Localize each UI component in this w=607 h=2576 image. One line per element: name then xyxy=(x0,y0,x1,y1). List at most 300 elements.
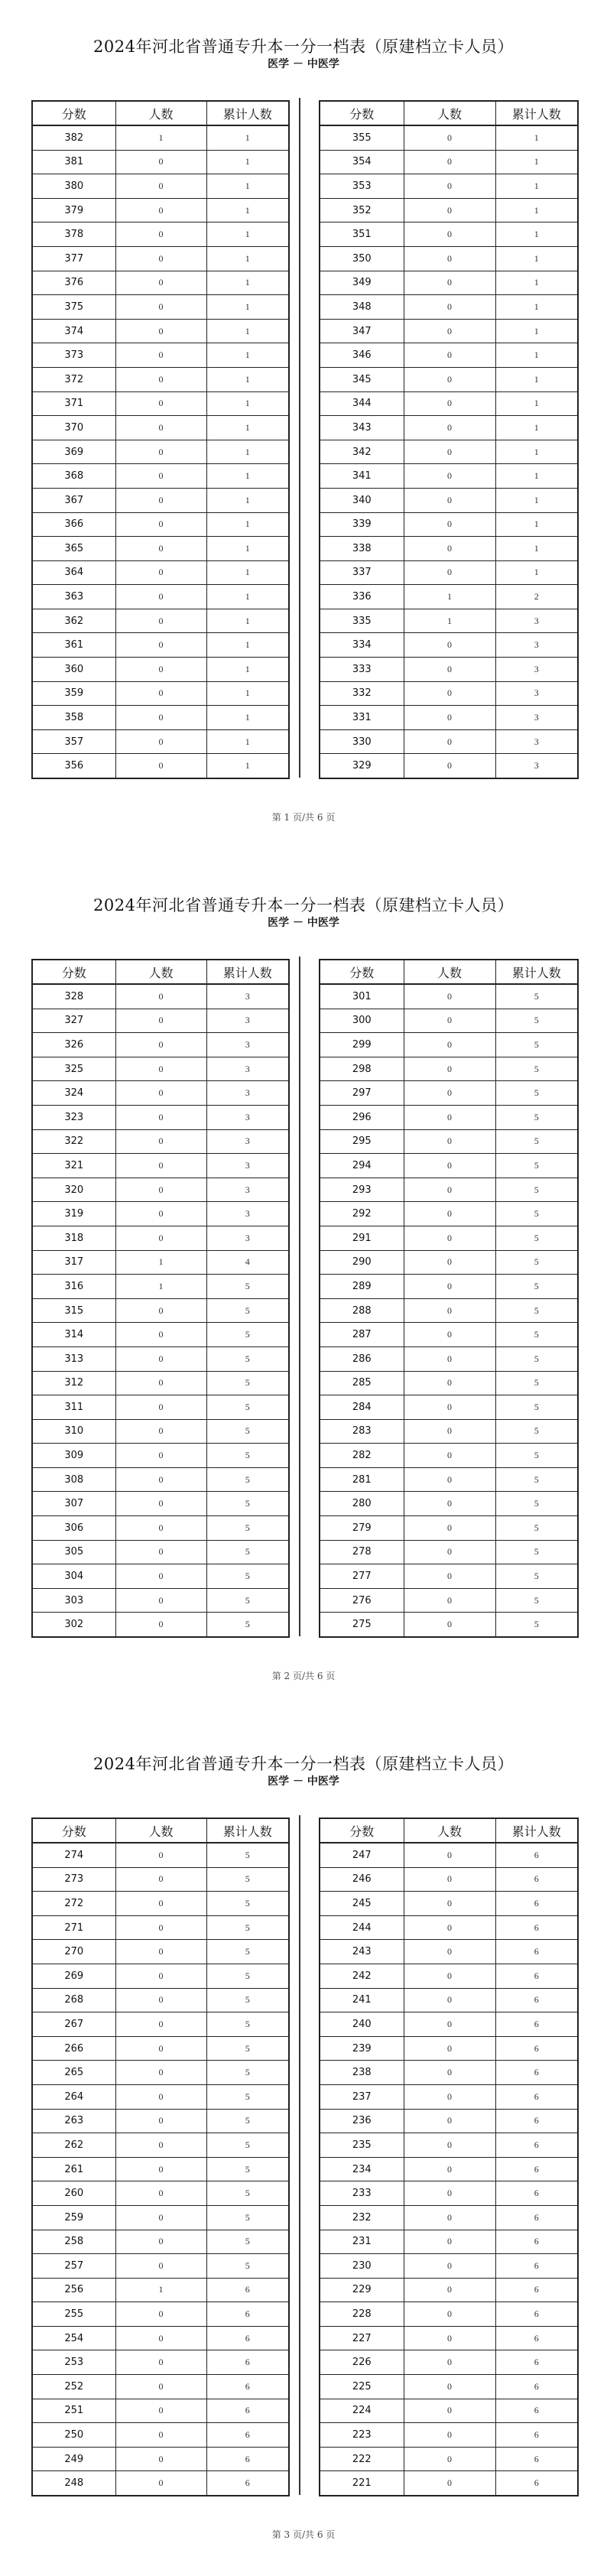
table-row xyxy=(320,2012,578,2037)
cell-cum: 3 xyxy=(206,1009,289,1033)
cell-cum: 5 xyxy=(495,1202,578,1226)
table-row xyxy=(32,367,289,391)
cell-cum: 1 xyxy=(206,658,289,682)
cell-score: 357 xyxy=(32,729,115,754)
cell-cnt: 0 xyxy=(404,633,495,658)
cell-cum: 6 xyxy=(495,1964,578,1988)
cell-cum: 5 xyxy=(206,1516,289,1541)
cell-score: 221 xyxy=(320,2471,404,2496)
cell-score: 350 xyxy=(320,246,404,271)
table-row xyxy=(320,2399,578,2423)
score-table-left xyxy=(31,1817,290,2496)
cell-cum: 5 xyxy=(495,1081,578,1106)
score-table-right xyxy=(319,959,579,1638)
table-row xyxy=(32,706,289,730)
cell-score: 338 xyxy=(320,537,404,561)
cell-cnt: 0 xyxy=(404,416,495,440)
cell-cum: 5 xyxy=(206,2205,289,2230)
cell-cnt: 0 xyxy=(404,1154,495,1178)
table-row xyxy=(32,1081,289,1106)
cell-cnt: 0 xyxy=(404,512,495,537)
cell-cnt: 0 xyxy=(115,2181,206,2206)
cell-cum: 3 xyxy=(495,706,578,730)
cell-cum: 1 xyxy=(206,609,289,633)
cell-score: 289 xyxy=(320,1275,404,1299)
cell-cum: 6 xyxy=(206,2350,289,2375)
cell-score: 318 xyxy=(32,1226,115,1250)
table-row xyxy=(320,1033,578,1057)
cell-cum: 6 xyxy=(495,2254,578,2279)
column-header: 分数 xyxy=(32,101,115,125)
table-row xyxy=(320,984,578,1009)
table-row xyxy=(32,2061,289,2085)
cell-score: 309 xyxy=(32,1444,115,1468)
cell-cum: 5 xyxy=(495,1395,578,1420)
table-row xyxy=(32,2254,289,2279)
cell-cum: 1 xyxy=(495,512,578,537)
cell-cnt: 0 xyxy=(404,1540,495,1564)
table-row xyxy=(32,729,289,754)
table-row xyxy=(320,440,578,464)
cell-cnt: 0 xyxy=(115,488,206,512)
cell-cnt: 0 xyxy=(115,984,206,1009)
cell-score: 343 xyxy=(320,416,404,440)
table-row xyxy=(320,1275,578,1299)
cell-cum: 6 xyxy=(495,2109,578,2133)
cell-score: 294 xyxy=(320,1154,404,1178)
cell-cum: 5 xyxy=(495,1444,578,1468)
cell-cum: 1 xyxy=(206,706,289,730)
cell-cnt: 0 xyxy=(115,1202,206,1226)
cell-cnt: 0 xyxy=(115,2471,206,2496)
cell-cum: 5 xyxy=(206,2230,289,2254)
cell-score: 243 xyxy=(320,1940,404,1964)
cell-cum: 5 xyxy=(206,1988,289,2012)
cell-cnt: 0 xyxy=(404,2471,495,2496)
table-row xyxy=(32,1275,289,1299)
cell-cnt: 0 xyxy=(115,1843,206,1867)
cell-score: 368 xyxy=(32,464,115,489)
cell-cnt: 0 xyxy=(115,2205,206,2230)
cell-cum: 1 xyxy=(206,560,289,585)
cell-score: 227 xyxy=(320,2326,404,2350)
cell-cum: 1 xyxy=(206,174,289,199)
cell-cnt: 0 xyxy=(404,2084,495,2109)
cell-score: 333 xyxy=(320,658,404,682)
cell-score: 254 xyxy=(32,2326,115,2350)
table-row xyxy=(32,271,289,295)
cell-cnt: 0 xyxy=(404,1843,495,1867)
cell-cum: 3 xyxy=(206,1154,289,1178)
table-row xyxy=(32,2278,289,2302)
cell-score: 290 xyxy=(320,1250,404,1275)
cell-cnt: 0 xyxy=(404,488,495,512)
cell-cnt: 0 xyxy=(115,391,206,416)
cell-cnt: 0 xyxy=(404,1564,495,1589)
cell-cum: 5 xyxy=(206,1346,289,1371)
table-row xyxy=(320,1129,578,1154)
cell-cnt: 0 xyxy=(404,1940,495,1964)
cell-cum: 6 xyxy=(206,2423,289,2448)
table-row xyxy=(32,1419,289,1444)
cell-score: 364 xyxy=(32,560,115,585)
cell-cum: 5 xyxy=(495,1346,578,1371)
table-row xyxy=(320,271,578,295)
table-row xyxy=(320,2350,578,2375)
table-row xyxy=(32,198,289,223)
cell-cnt: 1 xyxy=(404,609,495,633)
cell-cum: 1 xyxy=(206,585,289,609)
cell-score: 371 xyxy=(32,391,115,416)
cell-cnt: 0 xyxy=(115,416,206,440)
cell-cnt: 0 xyxy=(115,585,206,609)
cell-score: 373 xyxy=(32,343,115,368)
cell-cnt: 0 xyxy=(404,271,495,295)
cell-score: 292 xyxy=(320,1202,404,1226)
cell-score: 345 xyxy=(320,367,404,391)
cell-score: 281 xyxy=(320,1467,404,1492)
table-row xyxy=(32,537,289,561)
cell-score: 300 xyxy=(320,1009,404,1033)
table-row xyxy=(320,125,578,150)
cell-cnt: 0 xyxy=(404,1516,495,1541)
table-row xyxy=(32,512,289,537)
cell-cum: 3 xyxy=(206,984,289,1009)
cell-score: 229 xyxy=(320,2278,404,2302)
cell-cum: 1 xyxy=(495,391,578,416)
cell-cum: 1 xyxy=(206,223,289,247)
cell-cum: 3 xyxy=(495,729,578,754)
cell-score: 240 xyxy=(320,2012,404,2037)
cell-score: 301 xyxy=(320,984,404,1009)
cell-cum: 5 xyxy=(495,1419,578,1444)
cell-score: 377 xyxy=(32,246,115,271)
cell-cnt: 0 xyxy=(115,2084,206,2109)
cell-cnt: 0 xyxy=(404,125,495,150)
table-row xyxy=(320,1057,578,1081)
cell-cum: 1 xyxy=(495,295,578,320)
cell-cnt: 0 xyxy=(115,295,206,320)
cell-score: 273 xyxy=(32,1867,115,1892)
cell-score: 298 xyxy=(320,1057,404,1081)
table-row xyxy=(32,1492,289,1516)
table-row xyxy=(320,1298,578,1323)
table-row xyxy=(320,1154,578,1178)
cell-score: 247 xyxy=(320,1843,404,1867)
cell-score: 325 xyxy=(32,1057,115,1081)
cell-cnt: 0 xyxy=(115,1444,206,1468)
cell-cum: 3 xyxy=(495,658,578,682)
table-row xyxy=(32,754,289,778)
table-row xyxy=(320,174,578,199)
cell-cum: 6 xyxy=(495,2375,578,2399)
cell-score: 278 xyxy=(320,1540,404,1564)
cell-cnt: 0 xyxy=(404,2375,495,2399)
table-row xyxy=(32,1057,289,1081)
cell-cnt: 0 xyxy=(404,1444,495,1468)
cell-score: 346 xyxy=(320,343,404,368)
cell-cnt: 0 xyxy=(115,1323,206,1347)
cell-cum: 1 xyxy=(206,150,289,174)
cell-cnt: 0 xyxy=(115,1105,206,1129)
cell-cum: 5 xyxy=(206,1275,289,1299)
cell-cnt: 0 xyxy=(115,1892,206,1916)
column-header: 累计人数 xyxy=(495,1818,578,1843)
cell-cnt: 0 xyxy=(404,2109,495,2133)
cell-score: 304 xyxy=(32,1564,115,1589)
table-header-row xyxy=(32,101,289,125)
cell-cnt: 0 xyxy=(404,1105,495,1129)
column-header: 分数 xyxy=(320,1818,404,1843)
cell-cum: 6 xyxy=(206,2326,289,2350)
cell-score: 314 xyxy=(32,1323,115,1347)
cell-score: 380 xyxy=(32,174,115,199)
table-row xyxy=(32,1178,289,1202)
table-row xyxy=(320,1564,578,1589)
cell-score: 370 xyxy=(32,416,115,440)
cell-cum: 1 xyxy=(495,537,578,561)
cell-cum: 5 xyxy=(495,1492,578,1516)
cell-score: 336 xyxy=(320,585,404,609)
cell-cum: 6 xyxy=(495,2423,578,2448)
cell-score: 308 xyxy=(32,1467,115,1492)
table-row xyxy=(320,2036,578,2061)
table-row xyxy=(32,633,289,658)
column-header: 分数 xyxy=(320,960,404,984)
table-row xyxy=(320,2471,578,2496)
cell-cum: 5 xyxy=(206,2061,289,2085)
table-row xyxy=(32,2012,289,2037)
cell-cnt: 0 xyxy=(404,1492,495,1516)
cell-cum: 5 xyxy=(495,1613,578,1637)
cell-cum: 5 xyxy=(206,1298,289,1323)
table-row xyxy=(32,1250,289,1275)
cell-cum: 5 xyxy=(495,984,578,1009)
table-row xyxy=(32,2375,289,2399)
cell-cum: 3 xyxy=(206,1081,289,1106)
cell-score: 263 xyxy=(32,2109,115,2133)
cell-cnt: 0 xyxy=(404,223,495,247)
cell-score: 317 xyxy=(32,1250,115,1275)
cell-score: 372 xyxy=(32,367,115,391)
table-row xyxy=(32,984,289,1009)
table-row xyxy=(32,1940,289,1964)
cell-score: 344 xyxy=(320,391,404,416)
cell-cnt: 0 xyxy=(404,2350,495,2375)
table-row xyxy=(32,2471,289,2496)
cell-score: 253 xyxy=(32,2350,115,2375)
cell-cum: 6 xyxy=(495,2230,578,2254)
cell-score: 250 xyxy=(32,2423,115,2448)
cell-cnt: 0 xyxy=(115,2061,206,2085)
cell-cnt: 0 xyxy=(404,1964,495,1988)
cell-cnt: 0 xyxy=(404,198,495,223)
table-row xyxy=(320,560,578,585)
table-row xyxy=(32,658,289,682)
cell-score: 283 xyxy=(320,1419,404,1444)
table-row xyxy=(32,2326,289,2350)
cell-score: 358 xyxy=(32,706,115,730)
page-subtitle: 医学 － 中医学 xyxy=(268,1775,339,1788)
table-row xyxy=(320,1009,578,1033)
cell-cnt: 0 xyxy=(404,560,495,585)
cell-cnt: 0 xyxy=(404,2254,495,2279)
cell-score: 264 xyxy=(32,2084,115,2109)
column-header: 分数 xyxy=(320,101,404,125)
cell-cnt: 0 xyxy=(115,1371,206,1395)
table-row xyxy=(32,1129,289,1154)
cell-cum: 5 xyxy=(495,1154,578,1178)
table-row xyxy=(32,2205,289,2230)
page-subtitle: 医学 － 中医学 xyxy=(268,58,339,70)
cell-score: 238 xyxy=(320,2061,404,2085)
table-row xyxy=(320,1964,578,1988)
cell-cnt: 0 xyxy=(115,2375,206,2399)
cell-cum: 6 xyxy=(495,2447,578,2471)
cell-cnt: 0 xyxy=(404,2133,495,2158)
table-row xyxy=(32,1588,289,1613)
cell-score: 347 xyxy=(320,319,404,343)
table-row xyxy=(32,464,289,489)
cell-cum: 6 xyxy=(495,2326,578,2350)
table-row xyxy=(320,2109,578,2133)
cell-cnt: 0 xyxy=(404,2036,495,2061)
cell-cum: 6 xyxy=(206,2399,289,2423)
cell-cnt: 0 xyxy=(115,2157,206,2181)
cell-score: 299 xyxy=(320,1033,404,1057)
cell-cum: 6 xyxy=(495,2278,578,2302)
cell-cnt: 0 xyxy=(404,1250,495,1275)
cell-cnt: 0 xyxy=(115,1009,206,1033)
cell-cnt: 0 xyxy=(404,1892,495,1916)
cell-cnt: 0 xyxy=(404,1613,495,1637)
cell-cnt: 0 xyxy=(115,2109,206,2133)
cell-score: 378 xyxy=(32,223,115,247)
cell-cum: 6 xyxy=(495,2471,578,2496)
table-row xyxy=(320,2423,578,2448)
page-footer: 第 2 页/共 6 页 xyxy=(271,1671,336,1681)
table-row xyxy=(320,1202,578,1226)
cell-cum: 6 xyxy=(206,2302,289,2327)
table-row xyxy=(320,681,578,706)
cell-cum: 1 xyxy=(495,560,578,585)
cell-cum: 5 xyxy=(206,2254,289,2279)
cell-cum: 1 xyxy=(206,537,289,561)
table-row xyxy=(320,729,578,754)
table-row xyxy=(32,1154,289,1178)
cell-cum: 1 xyxy=(206,295,289,320)
cell-cnt: 0 xyxy=(115,1988,206,2012)
table-row xyxy=(32,1323,289,1347)
cell-score: 321 xyxy=(32,1154,115,1178)
table-row xyxy=(320,2278,578,2302)
cell-score: 331 xyxy=(320,706,404,730)
cell-score: 341 xyxy=(320,464,404,489)
cell-cum: 6 xyxy=(495,1940,578,1964)
cell-cum: 5 xyxy=(495,1178,578,1202)
cell-score: 329 xyxy=(320,754,404,778)
cell-cum: 5 xyxy=(206,1588,289,1613)
table-row xyxy=(32,1915,289,1940)
column-header: 累计人数 xyxy=(495,960,578,984)
table-row xyxy=(320,1178,578,1202)
cell-cum: 5 xyxy=(206,1940,289,1964)
page xyxy=(0,0,607,859)
cell-cum: 6 xyxy=(206,2278,289,2302)
cell-score: 296 xyxy=(320,1105,404,1129)
table-row xyxy=(320,1467,578,1492)
table-row xyxy=(320,198,578,223)
page-subtitle: 医学 － 中医学 xyxy=(268,917,339,929)
cell-cnt: 0 xyxy=(115,2350,206,2375)
column-header: 人数 xyxy=(115,1818,206,1843)
cell-cnt: 0 xyxy=(115,658,206,682)
cell-score: 258 xyxy=(32,2230,115,2254)
cell-cum: 6 xyxy=(495,2181,578,2206)
cell-cnt: 0 xyxy=(404,681,495,706)
cell-score: 303 xyxy=(32,1588,115,1613)
table-row xyxy=(32,1892,289,1916)
table-row xyxy=(32,585,289,609)
table-row xyxy=(32,2399,289,2423)
cell-cum: 1 xyxy=(206,319,289,343)
cell-score: 311 xyxy=(32,1395,115,1420)
column-header: 人数 xyxy=(404,960,495,984)
cell-cum: 3 xyxy=(495,609,578,633)
table-row xyxy=(32,2230,289,2254)
cell-score: 248 xyxy=(32,2471,115,2496)
cell-score: 360 xyxy=(32,658,115,682)
cell-score: 257 xyxy=(32,2254,115,2279)
table-row xyxy=(320,1940,578,1964)
table-row xyxy=(320,1540,578,1564)
table-row xyxy=(32,1516,289,1541)
cell-score: 352 xyxy=(320,198,404,223)
cell-cum: 6 xyxy=(495,2061,578,2085)
cell-score: 232 xyxy=(320,2205,404,2230)
cell-cnt: 0 xyxy=(404,319,495,343)
cell-score: 249 xyxy=(32,2447,115,2471)
cell-cnt: 0 xyxy=(404,1178,495,1202)
cell-cum: 3 xyxy=(206,1226,289,1250)
cell-cum: 5 xyxy=(206,1395,289,1420)
table-row xyxy=(32,560,289,585)
cell-cum: 6 xyxy=(495,2012,578,2037)
cell-cum: 5 xyxy=(495,1009,578,1033)
table-row xyxy=(320,1346,578,1371)
cell-cum: 1 xyxy=(206,416,289,440)
score-table-right xyxy=(319,100,579,779)
table-row xyxy=(32,223,289,247)
table-row xyxy=(320,1444,578,1468)
cell-cnt: 0 xyxy=(115,1081,206,1106)
cell-cum: 5 xyxy=(495,1371,578,1395)
cell-cum: 5 xyxy=(206,2036,289,2061)
page-title: 2024年河北省普通专升本一分一档表（原建档立卡人员） xyxy=(93,1755,514,1773)
cell-cnt: 0 xyxy=(404,1009,495,1033)
column-header: 分数 xyxy=(32,960,115,984)
cell-cnt: 0 xyxy=(115,174,206,199)
cell-cum: 1 xyxy=(495,223,578,247)
cell-cnt: 0 xyxy=(404,1988,495,2012)
cell-cnt: 0 xyxy=(115,1033,206,1057)
table-row xyxy=(320,1226,578,1250)
cell-cnt: 0 xyxy=(115,1516,206,1541)
cell-score: 326 xyxy=(32,1033,115,1057)
cell-score: 297 xyxy=(320,1081,404,1106)
cell-score: 369 xyxy=(32,440,115,464)
cell-score: 274 xyxy=(32,1843,115,1867)
